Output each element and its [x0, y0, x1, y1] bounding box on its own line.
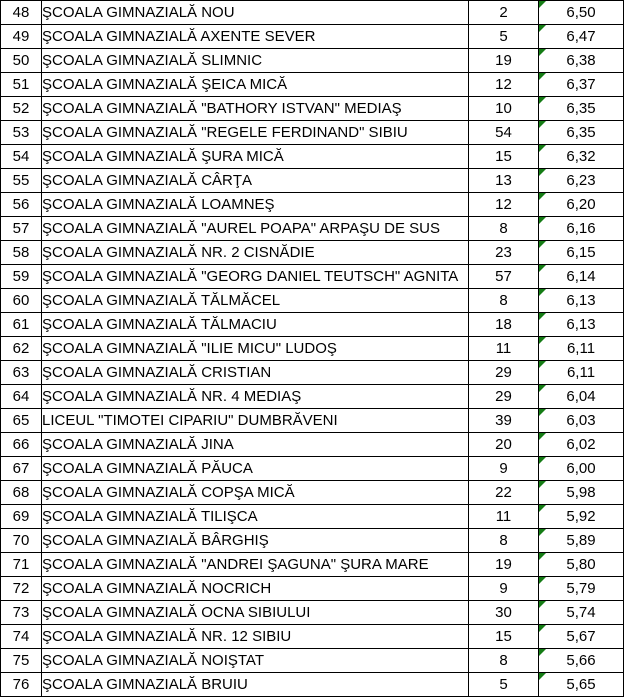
school-name-cell[interactable]: [42, 121, 469, 145]
count-value: 20: [495, 436, 512, 453]
count-value: 11: [495, 340, 512, 357]
count-value: 19: [495, 556, 512, 573]
count-value: 57: [495, 268, 512, 285]
count-cell[interactable]: [469, 265, 539, 289]
count-cell[interactable]: [469, 313, 539, 337]
score-cell[interactable]: [539, 505, 624, 529]
count-cell[interactable]: [469, 1, 539, 25]
school-name: ŞCOALA GIMNAZIALĂ NOIŞTAT: [42, 652, 264, 669]
score-value: 6,14: [566, 268, 596, 285]
row-number-cell[interactable]: [1, 601, 42, 625]
school-name: ŞCOALA GIMNAZIALĂ "ANDREI ŞAGUNA" ŞURA MARE: [42, 556, 429, 573]
count-cell[interactable]: [469, 433, 539, 457]
table-row: [1, 505, 624, 529]
row-number-cell[interactable]: [1, 361, 42, 385]
table-row: [1, 73, 624, 97]
score-value: 6,15: [566, 244, 596, 261]
score-value: 5,98: [566, 484, 596, 501]
score-cell[interactable]: [539, 433, 624, 457]
table-row: [1, 313, 624, 337]
number-stored-as-text-indicator-icon: [539, 169, 546, 176]
score-value: 6,11: [566, 340, 596, 357]
school-name-cell[interactable]: [42, 145, 469, 169]
count-cell[interactable]: [469, 169, 539, 193]
school-name-cell[interactable]: [42, 1, 469, 25]
school-name-cell[interactable]: [42, 409, 469, 433]
row-number: 66: [12, 436, 30, 453]
school-name-cell[interactable]: [42, 505, 469, 529]
row-number-cell[interactable]: [1, 673, 42, 697]
score-cell[interactable]: [539, 385, 624, 409]
school-name-cell[interactable]: [42, 601, 469, 625]
school-name-cell[interactable]: [42, 217, 469, 241]
table-row: [1, 97, 624, 121]
number-stored-as-text-indicator-icon: [539, 385, 546, 392]
score-cell[interactable]: [539, 457, 624, 481]
count-cell[interactable]: [469, 121, 539, 145]
number-stored-as-text-indicator-icon: [539, 121, 546, 128]
row-number: 60: [12, 292, 30, 309]
row-number: 53: [12, 124, 30, 141]
row-number-cell[interactable]: [1, 289, 42, 313]
count-cell[interactable]: [469, 145, 539, 169]
score-value: 6,13: [566, 316, 596, 333]
score-cell[interactable]: [539, 649, 624, 673]
score-value: 5,66: [566, 652, 596, 669]
row-number-cell[interactable]: [1, 433, 42, 457]
table-row: [1, 649, 624, 673]
school-name-cell[interactable]: [42, 265, 469, 289]
count-cell[interactable]: [469, 649, 539, 673]
table-row: [1, 361, 624, 385]
score-value: 5,79: [566, 580, 596, 597]
number-stored-as-text-indicator-icon: [539, 601, 546, 608]
table-row: [1, 289, 624, 313]
number-stored-as-text-indicator-icon: [539, 337, 546, 344]
count-value: 13: [495, 172, 512, 189]
score-cell[interactable]: [539, 289, 624, 313]
count-cell[interactable]: [469, 457, 539, 481]
table-row: [1, 409, 624, 433]
count-value: 29: [495, 388, 512, 405]
school-name-cell[interactable]: [42, 457, 469, 481]
score-value: 6,35: [566, 100, 596, 117]
score-value: 6,04: [566, 388, 596, 405]
score-cell[interactable]: [539, 601, 624, 625]
school-name: ŞCOALA GIMNAZIALĂ AXENTE SEVER: [42, 28, 316, 45]
count-cell[interactable]: [469, 289, 539, 313]
count-value: 5: [499, 676, 508, 693]
count-cell[interactable]: [469, 73, 539, 97]
count-value: 11: [495, 508, 512, 525]
table-row: [1, 673, 624, 697]
table-row: [1, 49, 624, 73]
number-stored-as-text-indicator-icon: [539, 481, 546, 488]
school-name-cell[interactable]: [42, 313, 469, 337]
row-number: 73: [12, 604, 30, 621]
number-stored-as-text-indicator-icon: [539, 25, 546, 32]
school-name-cell[interactable]: [42, 169, 469, 193]
school-name: ŞCOALA GIMNAZIALĂ NR. 12 SIBIU: [42, 628, 292, 645]
school-name: ŞCOALA GIMNAZIALĂ SLIMNIC: [42, 52, 263, 69]
score-cell[interactable]: [539, 529, 624, 553]
score-cell[interactable]: [539, 193, 624, 217]
school-name-cell[interactable]: [42, 385, 469, 409]
table-row: [1, 145, 624, 169]
count-value: 30: [495, 604, 512, 621]
row-number: 75: [12, 652, 30, 669]
count-cell[interactable]: [469, 481, 539, 505]
number-stored-as-text-indicator-icon: [539, 241, 546, 248]
school-name-cell[interactable]: [42, 49, 469, 73]
row-number-cell[interactable]: [1, 241, 42, 265]
score-cell[interactable]: [539, 265, 624, 289]
row-number-cell[interactable]: [1, 49, 42, 73]
count-value: 54: [495, 124, 512, 141]
school-name-cell[interactable]: [42, 625, 469, 649]
table-row: [1, 121, 624, 145]
score-value: 5,92: [566, 508, 596, 525]
number-stored-as-text-indicator-icon: [539, 409, 546, 416]
row-number-cell[interactable]: [1, 97, 42, 121]
score-value: 6,03: [566, 412, 596, 429]
row-number-cell[interactable]: [1, 73, 42, 97]
score-cell[interactable]: [539, 625, 624, 649]
row-number-cell[interactable]: [1, 625, 42, 649]
row-number: 55: [12, 172, 30, 189]
count-cell[interactable]: [469, 49, 539, 73]
score-cell[interactable]: [539, 121, 624, 145]
row-number-cell[interactable]: [1, 145, 42, 169]
number-stored-as-text-indicator-icon: [539, 361, 546, 368]
score-value: 6,16: [566, 220, 596, 237]
school-name: ŞCOALA GIMNAZIALĂ PĂUCA: [42, 460, 253, 477]
score-value: 5,65: [566, 676, 596, 693]
row-number: 68: [12, 484, 30, 501]
school-name: LICEUL "TIMOTEI CIPARIU" DUMBRĂVENI: [42, 412, 338, 429]
school-name-cell[interactable]: [42, 433, 469, 457]
school-name: ŞCOALA GIMNAZIALĂ ŞEICA MICĂ: [42, 76, 288, 93]
score-value: 5,80: [566, 556, 596, 573]
count-cell[interactable]: [469, 409, 539, 433]
count-cell[interactable]: [469, 361, 539, 385]
row-number: 56: [12, 196, 30, 213]
table-row: [1, 577, 624, 601]
row-number: 57: [12, 220, 30, 237]
count-value: 15: [495, 148, 512, 165]
count-value: 9: [499, 580, 508, 597]
school-name: ŞCOALA GIMNAZIALĂ CRISTIAN: [42, 364, 272, 381]
table-row: [1, 481, 624, 505]
table-row: [1, 193, 624, 217]
row-number: 52: [12, 100, 30, 117]
row-number-cell[interactable]: [1, 265, 42, 289]
row-number: 69: [12, 508, 30, 525]
school-name-cell[interactable]: [42, 73, 469, 97]
row-number-cell[interactable]: [1, 481, 42, 505]
count-cell[interactable]: [469, 505, 539, 529]
row-number-cell[interactable]: [1, 1, 42, 25]
school-name: ŞCOALA GIMNAZIALĂ NR. 2 CISNĂDIE: [42, 244, 315, 261]
count-cell[interactable]: [469, 217, 539, 241]
count-cell[interactable]: [469, 601, 539, 625]
school-name: ŞCOALA GIMNAZIALĂ NOCRICH: [42, 580, 272, 597]
count-value: 10: [495, 100, 512, 117]
row-number: 50: [12, 52, 30, 69]
count-cell[interactable]: [469, 553, 539, 577]
count-value: 18: [495, 316, 512, 333]
count-value: 15: [495, 628, 512, 645]
count-cell[interactable]: [469, 385, 539, 409]
school-name: ŞCOALA GIMNAZIALĂ CÂRŢA: [42, 172, 253, 189]
row-number: 48: [12, 4, 30, 21]
score-value: 6,47: [566, 28, 596, 45]
table-row: [1, 385, 624, 409]
count-cell[interactable]: [469, 241, 539, 265]
number-stored-as-text-indicator-icon: [539, 73, 546, 80]
school-name: ŞCOALA GIMNAZIALĂ LOAMNEŞ: [42, 196, 275, 213]
number-stored-as-text-indicator-icon: [539, 49, 546, 56]
count-cell[interactable]: [469, 577, 539, 601]
row-number-cell[interactable]: [1, 217, 42, 241]
score-cell[interactable]: [539, 169, 624, 193]
row-number: 49: [12, 28, 30, 45]
score-value: 5,89: [566, 532, 596, 549]
table-row: [1, 241, 624, 265]
count-cell[interactable]: [469, 25, 539, 49]
school-name-cell[interactable]: [42, 25, 469, 49]
score-cell[interactable]: [539, 673, 624, 697]
row-number: 58: [12, 244, 30, 261]
count-value: 5: [499, 28, 508, 45]
table-row: [1, 337, 624, 361]
score-cell[interactable]: [539, 361, 624, 385]
table-row: [1, 553, 624, 577]
school-name-cell[interactable]: [42, 673, 469, 697]
score-value: 6,00: [566, 460, 596, 477]
row-number-cell[interactable]: [1, 529, 42, 553]
number-stored-as-text-indicator-icon: [539, 577, 546, 584]
score-value: 6,50: [566, 4, 596, 21]
number-stored-as-text-indicator-icon: [539, 289, 546, 296]
count-value: 8: [499, 220, 508, 237]
count-cell[interactable]: [469, 97, 539, 121]
row-number: 62: [12, 340, 30, 357]
score-value: 6,23: [566, 172, 596, 189]
table-row: [1, 169, 624, 193]
row-number-cell[interactable]: [1, 337, 42, 361]
row-number: 67: [12, 460, 30, 477]
score-cell[interactable]: [539, 337, 624, 361]
number-stored-as-text-indicator-icon: [539, 145, 546, 152]
school-name: ŞCOALA GIMNAZIALĂ ŞURA MICĂ: [42, 148, 284, 165]
number-stored-as-text-indicator-icon: [539, 1, 546, 8]
number-stored-as-text-indicator-icon: [539, 505, 546, 512]
count-cell[interactable]: [469, 337, 539, 361]
count-cell[interactable]: [469, 673, 539, 697]
score-cell[interactable]: [539, 577, 624, 601]
school-name: ŞCOALA GIMNAZIALĂ TĂLMĂCEL: [42, 292, 281, 309]
count-value: 2: [499, 4, 508, 21]
table-row: [1, 601, 624, 625]
table-row: [1, 457, 624, 481]
score-value: 6,20: [566, 196, 596, 213]
row-number-cell[interactable]: [1, 25, 42, 49]
score-cell[interactable]: [539, 145, 624, 169]
school-name-cell[interactable]: [42, 337, 469, 361]
score-value: 6,02: [566, 436, 596, 453]
score-cell[interactable]: [539, 481, 624, 505]
score-value: 6,32: [566, 148, 596, 165]
school-name-cell[interactable]: [42, 481, 469, 505]
row-number: 65: [12, 412, 30, 429]
table-row: [1, 433, 624, 457]
score-cell[interactable]: [539, 409, 624, 433]
row-number-cell[interactable]: [1, 457, 42, 481]
count-cell[interactable]: [469, 529, 539, 553]
number-stored-as-text-indicator-icon: [539, 433, 546, 440]
score-value: 6,11: [566, 364, 596, 381]
school-name: ŞCOALA GIMNAZIALĂ COPŞA MICĂ: [42, 484, 295, 501]
table-row: [1, 217, 624, 241]
table-row: [1, 1, 624, 25]
number-stored-as-text-indicator-icon: [539, 457, 546, 464]
row-number-cell[interactable]: [1, 409, 42, 433]
row-number-cell[interactable]: [1, 193, 42, 217]
score-cell[interactable]: [539, 25, 624, 49]
row-number: 59: [12, 268, 30, 285]
score-value: 5,67: [566, 628, 596, 645]
table-row: [1, 529, 624, 553]
row-number-cell[interactable]: [1, 313, 42, 337]
row-number: 54: [12, 148, 30, 165]
school-name: ŞCOALA GIMNAZIALĂ JINA: [42, 436, 234, 453]
number-stored-as-text-indicator-icon: [539, 673, 546, 680]
row-number-cell[interactable]: [1, 505, 42, 529]
school-name: ŞCOALA GIMNAZIALĂ TĂLMACIU: [42, 316, 277, 333]
school-name: ŞCOALA GIMNAZIALĂ "REGELE FERDINAND" SIBIU: [42, 124, 408, 141]
school-name: ŞCOALA GIMNAZIALĂ "ILIE MICU" LUDOŞ: [42, 340, 337, 357]
row-number-cell[interactable]: [1, 577, 42, 601]
count-value: 39: [495, 412, 512, 429]
score-cell[interactable]: [539, 73, 624, 97]
school-name: ŞCOALA GIMNAZIALĂ NOU: [42, 4, 235, 21]
count-value: 22: [495, 484, 512, 501]
row-number: 61: [12, 316, 30, 333]
school-name: ŞCOALA GIMNAZIALĂ "AUREL POAPA" ARPAŞU DE SUS: [42, 220, 440, 237]
score-cell[interactable]: [539, 313, 624, 337]
score-cell[interactable]: [539, 217, 624, 241]
number-stored-as-text-indicator-icon: [539, 193, 546, 200]
school-name-cell[interactable]: [42, 553, 469, 577]
score-cell[interactable]: [539, 553, 624, 577]
score-value: 6,35: [566, 124, 596, 141]
row-number: 63: [12, 364, 30, 381]
row-number: 70: [12, 532, 30, 549]
score-cell[interactable]: [539, 1, 624, 25]
count-value: 12: [495, 196, 512, 213]
score-cell[interactable]: [539, 241, 624, 265]
row-number: 64: [12, 388, 30, 405]
table-row: [1, 625, 624, 649]
score-value: 6,13: [566, 292, 596, 309]
number-stored-as-text-indicator-icon: [539, 97, 546, 104]
row-number: 76: [12, 676, 30, 693]
row-number-cell[interactable]: [1, 553, 42, 577]
school-name-cell[interactable]: [42, 97, 469, 121]
score-value: 5,74: [566, 604, 596, 621]
number-stored-as-text-indicator-icon: [539, 265, 546, 272]
number-stored-as-text-indicator-icon: [539, 625, 546, 632]
count-value: 23: [495, 244, 512, 261]
row-number-cell[interactable]: [1, 121, 42, 145]
score-value: 6,38: [566, 52, 596, 69]
row-number: 51: [12, 76, 30, 93]
count-value: 12: [495, 76, 512, 93]
school-name: ŞCOALA GIMNAZIALĂ TILIŞCA: [42, 508, 258, 525]
school-name-cell[interactable]: [42, 289, 469, 313]
count-value: 8: [499, 652, 508, 669]
school-name: ŞCOALA GIMNAZIALĂ BRUIU: [42, 676, 248, 693]
row-number: 74: [12, 628, 30, 645]
table-row: [1, 25, 624, 49]
score-value: 6,37: [566, 76, 596, 93]
row-number: 72: [12, 580, 30, 597]
count-value: 8: [499, 292, 508, 309]
number-stored-as-text-indicator-icon: [539, 649, 546, 656]
table-row: [1, 265, 624, 289]
count-cell[interactable]: [469, 625, 539, 649]
number-stored-as-text-indicator-icon: [539, 313, 546, 320]
number-stored-as-text-indicator-icon: [539, 553, 546, 560]
score-cell[interactable]: [539, 97, 624, 121]
count-cell[interactable]: [469, 193, 539, 217]
number-stored-as-text-indicator-icon: [539, 529, 546, 536]
school-name-cell[interactable]: [42, 577, 469, 601]
row-number-cell[interactable]: [1, 169, 42, 193]
count-value: 8: [499, 532, 508, 549]
school-name: ŞCOALA GIMNAZIALĂ OCNA SIBIULUI: [42, 604, 311, 621]
school-name-cell[interactable]: [42, 361, 469, 385]
row-number: 71: [12, 556, 30, 573]
row-number-cell[interactable]: [1, 649, 42, 673]
number-stored-as-text-indicator-icon: [539, 217, 546, 224]
school-name: ŞCOALA GIMNAZIALĂ "GEORG DANIEL TEUTSCH" AGNITA: [42, 268, 459, 285]
school-name: ŞCOALA GIMNAZIALĂ NR. 4 MEDIAŞ: [42, 388, 302, 405]
count-value: 29: [495, 364, 512, 381]
school-name-cell[interactable]: [42, 649, 469, 673]
count-value: 19: [495, 52, 512, 69]
count-value: 9: [499, 460, 508, 477]
school-name-cell[interactable]: [42, 529, 469, 553]
school-name-cell[interactable]: [42, 193, 469, 217]
score-cell[interactable]: [539, 49, 624, 73]
row-number-cell[interactable]: [1, 385, 42, 409]
school-name-cell[interactable]: [42, 241, 469, 265]
school-name: ŞCOALA GIMNAZIALĂ BÂRGHIŞ: [42, 532, 269, 549]
school-name: ŞCOALA GIMNAZIALĂ "BATHORY ISTVAN" MEDIAŞ: [42, 100, 402, 117]
